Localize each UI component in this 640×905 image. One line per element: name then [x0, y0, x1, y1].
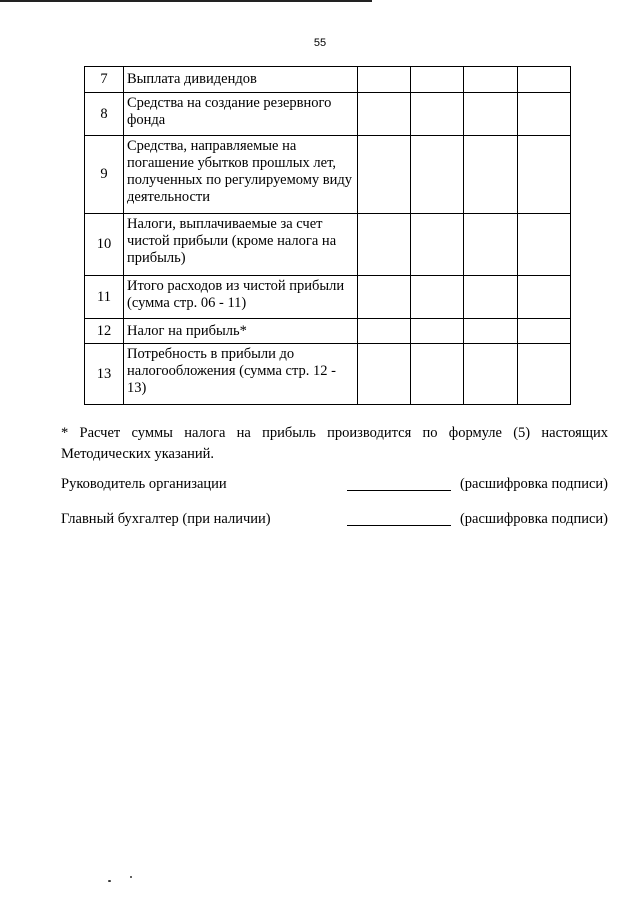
value-cell — [518, 276, 571, 319]
signature-decode: (расшифровка подписи) — [459, 511, 608, 527]
table-row — [85, 214, 571, 276]
signature-label: Руководитель организации — [61, 476, 227, 492]
table-row — [85, 136, 571, 214]
scan-top-edge — [0, 0, 372, 2]
row-label: Налоги, выплачиваемые за счет чистой прибыли (кроме налога на прибыль) — [124, 214, 358, 276]
value-cell — [518, 136, 571, 214]
value-cell — [518, 214, 571, 276]
value-cell — [358, 344, 411, 405]
signature-line — [347, 525, 451, 526]
row-number: 10 — [85, 214, 124, 276]
signature-decode: (расшифровка подписи) — [459, 476, 608, 492]
footnote: * Расчет суммы налога на прибыль производится по формуле (5) настоящих Методических указаний. — [61, 425, 608, 462]
value-cell — [358, 319, 411, 344]
value-cell — [464, 93, 518, 136]
table-row — [85, 319, 571, 344]
row-label: Потребность в прибыли до налогообложения (сумма стр. 12 - 13) — [124, 344, 358, 405]
row-number: 8 — [85, 93, 124, 136]
value-cell — [411, 276, 464, 319]
row-label: Налог на прибыль* — [124, 319, 358, 344]
row-number: 12 — [85, 319, 124, 344]
row-number: 13 — [85, 344, 124, 405]
signature-line — [347, 490, 451, 491]
value-cell — [411, 93, 464, 136]
value-cell — [518, 93, 571, 136]
row-label: Выплата дивидендов — [124, 67, 358, 93]
value-cell — [358, 276, 411, 319]
row-label: Итого расходов из чистой прибыли (сумма стр. 06 - 11) — [124, 276, 358, 319]
scan-speck — [108, 880, 111, 882]
value-cell — [358, 136, 411, 214]
value-cell — [518, 319, 571, 344]
scan-speck — [130, 876, 132, 878]
value-cell — [358, 93, 411, 136]
value-cell — [411, 67, 464, 93]
value-cell — [358, 214, 411, 276]
value-cell — [464, 344, 518, 405]
signature-label: Главный бухгалтер (при наличии) — [61, 511, 271, 527]
table-row — [85, 67, 571, 93]
value-cell — [518, 67, 571, 93]
value-cell — [518, 344, 571, 405]
signature-head — [61, 476, 608, 496]
value-cell — [411, 319, 464, 344]
row-number: 9 — [85, 136, 124, 214]
value-cell — [411, 136, 464, 214]
row-number: 7 — [85, 67, 124, 93]
row-label: Средства, направляемые на погашение убытков прошлых лет, полученных по регулируемому виду деятельности — [124, 136, 358, 214]
table-row — [85, 344, 571, 405]
value-cell — [411, 214, 464, 276]
value-cell — [464, 276, 518, 319]
table-row — [85, 276, 571, 319]
value-cell — [464, 214, 518, 276]
row-label: Средства на создание резервного фонда — [124, 93, 358, 136]
value-cell — [464, 136, 518, 214]
value-cell — [464, 319, 518, 344]
value-cell — [411, 344, 464, 405]
row-number: 11 — [85, 276, 124, 319]
signature-accountant — [61, 511, 608, 531]
value-cell — [464, 67, 518, 93]
value-cell — [358, 67, 411, 93]
page-number: 55 — [313, 37, 327, 49]
table-row — [85, 93, 571, 136]
expenses-table — [84, 66, 571, 405]
